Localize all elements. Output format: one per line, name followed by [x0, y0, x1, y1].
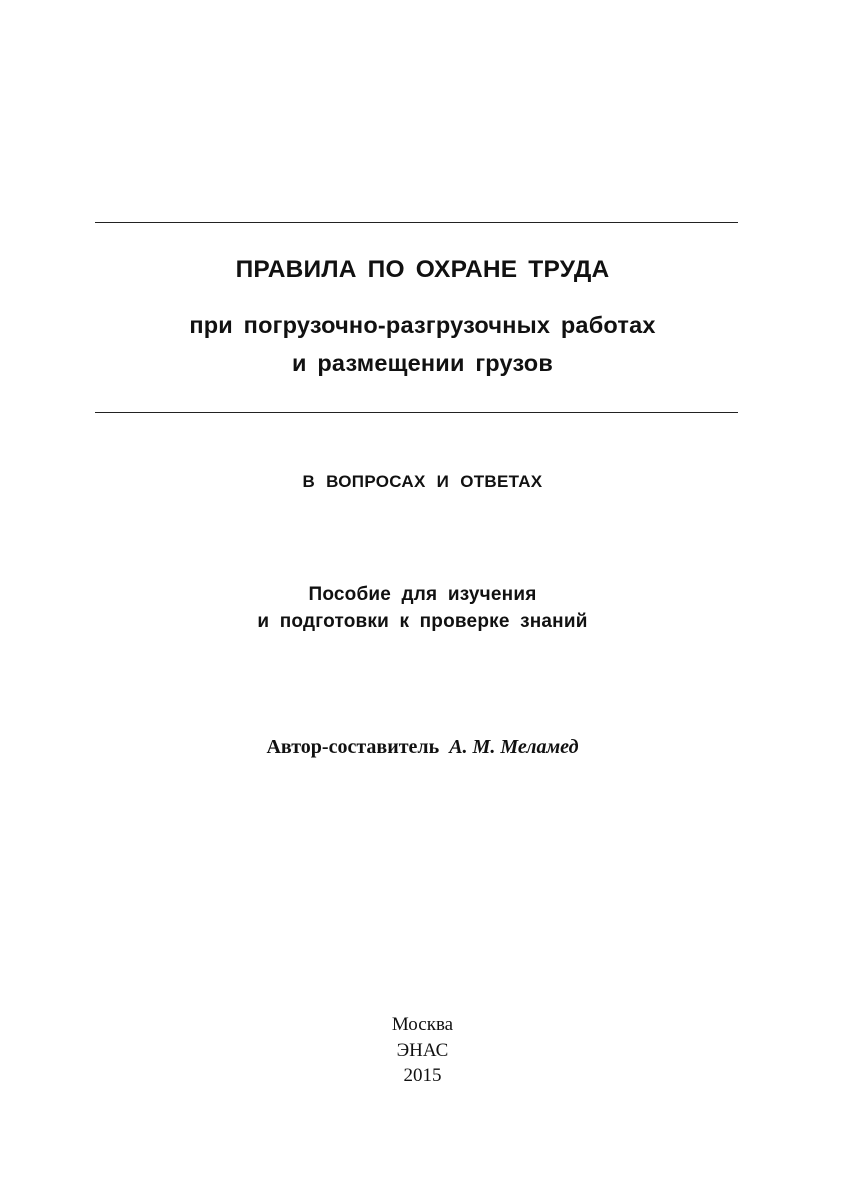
author-role: Автор-составитель — [266, 736, 440, 758]
book-title: ПРАВИЛА ПО ОХРАНЕ ТРУДА — [235, 256, 610, 283]
author-name: А. М. Меламед — [449, 736, 579, 758]
imprint-publisher: ЭНАС — [396, 1040, 449, 1061]
book-subtitle-line-2: и размещении грузов — [291, 350, 554, 376]
top-divider — [95, 222, 738, 223]
book-subtitle-line-1: при погрузочно-разгрузочных работах — [189, 312, 656, 338]
description-line-1: Пособие для изучения — [308, 584, 537, 605]
imprint-city: Москва — [391, 1014, 454, 1035]
series-label: В ВОПРОСАХ И ОТВЕТАХ — [302, 472, 543, 491]
bottom-divider — [95, 412, 738, 413]
imprint-year: 2015 — [403, 1065, 442, 1086]
description-line-2: и подготовки к проверке знаний — [257, 611, 588, 632]
author-line — [0, 736, 845, 759]
